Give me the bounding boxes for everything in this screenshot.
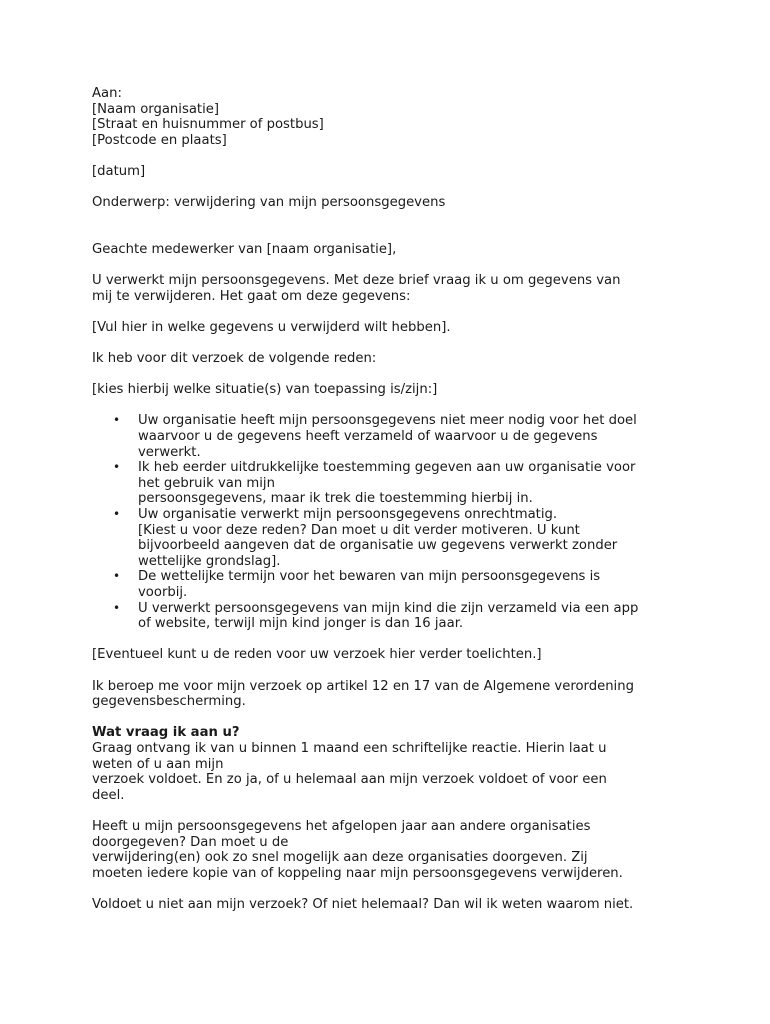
reason-item — [92, 460, 692, 507]
shared-line: Heeft u mijn persoonsgegevens het afgelopen jaar aan andere organisaties — [92, 818, 591, 834]
reason-line: De wettelijke termijn voor het bewaren van mijn persoonsgegevens is — [138, 569, 601, 585]
intro-paragraph — [92, 273, 692, 304]
letter-body — [92, 86, 692, 912]
bullet-icon: • — [113, 413, 121, 428]
reason-line: [Kiest u voor deze reden? Dan moet u dit verder motiveren. U kunt — [138, 522, 580, 538]
question-line: deel. — [92, 787, 125, 803]
organisation-placeholder: [Naam organisatie] — [92, 101, 219, 117]
spacer — [92, 881, 692, 897]
reason-line: voorbij. — [138, 585, 188, 600]
question-line: Graag ontvang ik van u binnen 1 maand een schriftelijke reactie. Hierin laat u — [92, 740, 607, 756]
reason-item — [92, 569, 692, 600]
spacer — [92, 710, 692, 726]
reason-line: het gebruik van mijn — [138, 475, 275, 491]
shared-line: moeten iedere kopie van of koppeling naar mijn persoonsgegevens verwijderen. — [92, 865, 623, 881]
spacer — [92, 398, 692, 414]
reason-line: bijvoorbeeld aangeven dat de organisatie uw gegevens verwerkt zonder — [138, 538, 618, 554]
street-placeholder: [Straat en huisnummer of postbus] — [92, 117, 324, 133]
intro-line: mij te verwijderen. Het gaat om deze gegevens: — [92, 288, 411, 304]
reason-line: Uw organisatie verwerkt mijn persoonsgegevens onrechtmatig. — [138, 507, 558, 523]
legal-line: gegevensbescherming. — [92, 694, 246, 710]
reason-choose-instruction: [kies hierbij welke situatie(s) van toepassing is/zijn:] — [92, 382, 438, 398]
spacer — [92, 803, 692, 819]
reason-line: verwerkt. — [138, 444, 201, 460]
recipient-address — [92, 86, 692, 148]
reason-intro: Ik heb voor dit verzoek de volgende reden: — [92, 351, 377, 367]
to-label: Aan: — [92, 86, 122, 101]
bullet-icon: • — [113, 600, 121, 615]
spacer — [92, 148, 692, 164]
question-line: verzoek voldoet. En zo ja, of u helemaal aan mijn verzoek voldoet of voor een — [92, 772, 607, 788]
salutation: Geachte medewerker van [naam organisatie], — [92, 241, 397, 257]
spacer — [92, 211, 692, 242]
reason-line: persoonsgegevens, maar ik trek die toestemming hierbij in. — [138, 491, 533, 507]
reasons-list — [92, 413, 692, 631]
spacer — [92, 663, 692, 679]
reason-line: wettelijke grondslag]. — [138, 553, 281, 569]
data-placeholder: [Vul hier in welke gegevens u verwijderd wilt hebben]. — [92, 319, 451, 335]
legal-line: Ik beroep me voor mijn verzoek op artikel 12 en 17 van de Algemene verordening — [92, 678, 634, 694]
legal-basis-paragraph — [92, 679, 692, 710]
reason-line: Uw organisatie heeft mijn persoonsgegevens niet meer nodig voor het doel — [138, 413, 637, 429]
spacer — [92, 367, 692, 383]
question-paragraph — [92, 741, 692, 803]
spacer — [92, 304, 692, 320]
spacer — [92, 180, 692, 196]
subject-line: Onderwerp: verwijdering van mijn persoonsgegevens — [92, 195, 446, 211]
shared-line: doorgegeven? Dan moet u de — [92, 834, 289, 850]
reason-item — [92, 413, 692, 460]
reason-item — [92, 601, 692, 632]
reason-line: U verwerkt persoonsgegevens van mijn kind die zijn verzameld via een app — [138, 600, 639, 616]
postcode-city-placeholder: [Postcode en plaats] — [92, 132, 227, 148]
bullet-icon: • — [113, 569, 121, 584]
reason-line: of website, terwijl mijn kind jonger is dan 16 jaar. — [138, 616, 464, 632]
question-line: weten of u aan mijn — [92, 756, 224, 772]
shared-data-paragraph — [92, 819, 692, 881]
bullet-icon: • — [113, 460, 121, 475]
spacer — [92, 336, 692, 352]
spacer — [92, 632, 692, 648]
shared-line: verwijdering(en) ook zo snel mogelijk aan deze organisaties doorgeven. Zij — [92, 850, 588, 866]
reason-explain-placeholder: [Eventueel kunt u de reden voor uw verzoek hier verder toelichten.] — [92, 647, 542, 663]
reason-item — [92, 507, 692, 569]
reason-line: Ik heb eerder uitdrukkelijke toestemming gegeven aan uw organisatie voor — [138, 460, 636, 476]
spacer — [92, 258, 692, 274]
intro-line: U verwerkt mijn persoonsgegevens. Met deze brief vraag ik u om gegevens van — [92, 273, 621, 289]
bullet-icon: • — [113, 507, 121, 522]
question-heading: Wat vraag ik aan u? — [92, 725, 240, 741]
non-compliance-line: Voldoet u niet aan mijn verzoek? Of niet helemaal? Dan wil ik weten waarom niet. — [92, 896, 634, 912]
date-placeholder: [datum] — [92, 163, 146, 179]
reason-line: waarvoor u de gegevens heeft verzameld of waarvoor u de gegevens — [138, 429, 598, 445]
